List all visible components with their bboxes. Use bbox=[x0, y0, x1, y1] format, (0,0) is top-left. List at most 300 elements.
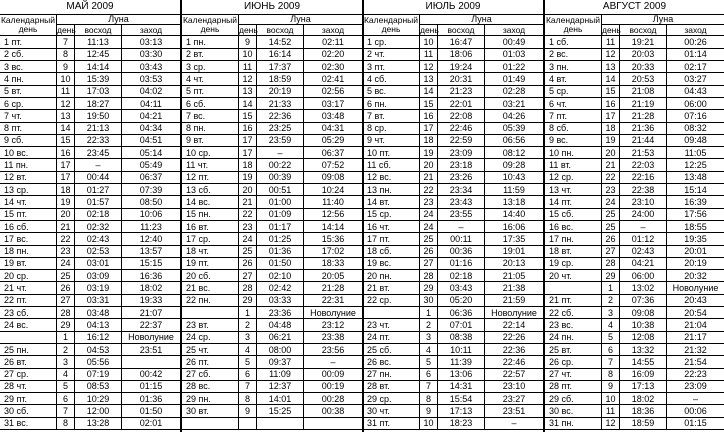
row-moon-day: 7 bbox=[602, 356, 620, 369]
row-moonset: 02:56 bbox=[304, 85, 362, 98]
row-moon-day: 11 bbox=[602, 405, 620, 418]
row-moonset: 02:28 bbox=[485, 85, 543, 98]
row-moonset: 01:15 bbox=[667, 417, 724, 430]
row-moonrise: 22:33 bbox=[75, 134, 122, 147]
row-moonset: Новолуние bbox=[122, 331, 180, 344]
row-date: 8 пн. bbox=[182, 122, 239, 135]
row-date: 11 чт. bbox=[182, 159, 239, 172]
row-moon-day: 26 bbox=[57, 282, 75, 295]
row-date: 1 ср. bbox=[363, 36, 420, 49]
row-moon-day: 17 bbox=[239, 147, 257, 160]
row-moonrise: 02:18 bbox=[438, 270, 485, 283]
header-set: заход bbox=[485, 25, 543, 36]
row-moon-day: 26 bbox=[239, 257, 257, 270]
row-date: 2 вс. bbox=[545, 48, 602, 61]
row-date: 4 пн. bbox=[0, 73, 57, 86]
row-moon-day: 10 bbox=[57, 73, 75, 86]
header-moon: Луна bbox=[602, 14, 724, 25]
row-moon-day: 8 bbox=[420, 393, 438, 406]
row-date: 8 пт. bbox=[0, 122, 57, 135]
row-moonrise: 20:53 bbox=[620, 73, 667, 86]
row-moon-day: 1 bbox=[602, 282, 620, 295]
row-moonrise: 04:21 bbox=[620, 257, 667, 270]
row-moonset: 17:02 bbox=[304, 245, 362, 258]
row-date: 19 пт. bbox=[182, 257, 239, 270]
row-date: 22 пн. bbox=[182, 294, 239, 307]
row-moonrise: 00:11 bbox=[438, 233, 485, 246]
row-moonrise: 03:31 bbox=[75, 294, 122, 307]
row-moon-day: 16 bbox=[602, 98, 620, 111]
row-date: 11 пн. bbox=[0, 159, 57, 172]
row-moonset: 23:27 bbox=[485, 393, 543, 406]
row-moonrise: 23:10 bbox=[620, 196, 667, 209]
row-moon-day: 15 bbox=[420, 98, 438, 111]
row-moonset: 21:04 bbox=[667, 319, 724, 332]
row-moonset: 21:05 bbox=[485, 270, 543, 283]
row-moon-day: 13 bbox=[602, 61, 620, 74]
row-moonset: 16:06 bbox=[485, 221, 543, 234]
row-date: 27 пн. bbox=[363, 368, 420, 381]
row-moonrise: 10:11 bbox=[438, 344, 485, 357]
row-date: 2 чт. bbox=[363, 48, 420, 61]
row-moon-day: 15 bbox=[602, 85, 620, 98]
header-day: день bbox=[420, 25, 439, 35]
row-moon-day: 1 bbox=[57, 331, 75, 344]
row-moon-day: 3 bbox=[602, 307, 620, 320]
row-moonrise: 22:36 bbox=[257, 110, 304, 123]
row-moonrise: 03:19 bbox=[75, 282, 122, 295]
row-moon-day: 28 bbox=[239, 282, 257, 295]
row-moonrise: – bbox=[257, 147, 304, 160]
row-moon-day: 21 bbox=[57, 221, 75, 234]
row-moon-day: 17 bbox=[602, 110, 620, 123]
row-moonrise: 23:26 bbox=[438, 171, 485, 184]
row-moon-day: 10 bbox=[420, 417, 438, 430]
row-moonset: 19:35 bbox=[667, 233, 724, 246]
row-moonrise: 23:43 bbox=[438, 196, 485, 209]
row-moonrise: 08:53 bbox=[75, 380, 122, 393]
row-moonset: 01:15 bbox=[122, 380, 180, 393]
row-date: 4 сб. bbox=[363, 73, 420, 86]
row-moonset: 09:48 bbox=[667, 134, 724, 147]
row-moonset: – bbox=[667, 393, 724, 406]
row-date: 12 вс. bbox=[363, 171, 420, 184]
row-moonset bbox=[122, 356, 180, 369]
row-moonset: 02:30 bbox=[304, 61, 362, 74]
row-moonset: 10:06 bbox=[122, 208, 180, 221]
row-date: 13 чт. bbox=[545, 184, 602, 197]
header-moon: Луна bbox=[420, 14, 543, 25]
row-moonrise: 08:00 bbox=[257, 344, 304, 357]
row-moon-day: 23 bbox=[239, 221, 257, 234]
row-moon-day: 8 bbox=[239, 393, 257, 406]
row-moon-day: 29 bbox=[239, 294, 257, 307]
row-moon-day: 1 bbox=[239, 307, 257, 320]
row-moon-day: 4 bbox=[57, 368, 75, 381]
row-date: 17 ср. bbox=[182, 233, 239, 246]
row-moon-day: 19 bbox=[602, 134, 620, 147]
row-moonrise: 03:43 bbox=[438, 282, 485, 295]
row-moonset: 23:10 bbox=[485, 380, 543, 393]
row-moon-day: 14 bbox=[602, 73, 620, 86]
row-moonrise: 07:01 bbox=[438, 319, 485, 332]
row-date: 29 ср. bbox=[363, 393, 420, 406]
row-moonset: 23:51 bbox=[485, 405, 543, 418]
row-date: 10 пн. bbox=[545, 147, 602, 160]
row-moon-day: 20 bbox=[57, 208, 75, 221]
header-day: день bbox=[57, 25, 76, 35]
row-moon-day: 9 bbox=[602, 380, 620, 393]
row-moon-day: 12 bbox=[602, 48, 620, 61]
row-date: 6 ср. bbox=[0, 98, 57, 111]
row-moonrise: 21:53 bbox=[620, 147, 667, 160]
row-moonrise: 02:43 bbox=[620, 245, 667, 258]
row-moonset: 00:42 bbox=[122, 368, 180, 381]
row-date: 28 вс. bbox=[182, 380, 239, 393]
row-moonset: 20:13 bbox=[485, 257, 543, 270]
row-moonset: 04:21 bbox=[122, 110, 180, 123]
row-date bbox=[182, 417, 239, 430]
header-moon: Луна bbox=[239, 14, 362, 25]
row-date: 1 пт. bbox=[0, 36, 57, 49]
row-moonrise: 21:13 bbox=[75, 122, 122, 135]
row-date: 10 вс. bbox=[0, 147, 57, 160]
row-date: 27 сб. bbox=[182, 368, 239, 381]
row-moon-day: 12 bbox=[57, 98, 75, 111]
row-moonrise: 20:03 bbox=[620, 48, 667, 61]
row-moonrise: 02:32 bbox=[75, 221, 122, 234]
row-moon-day: 3 bbox=[57, 356, 75, 369]
row-moonset: 21:07 bbox=[122, 307, 180, 320]
row-moonset: 22:36 bbox=[485, 344, 543, 357]
row-moonrise: 05:56 bbox=[75, 356, 122, 369]
row-moon-day: 4 bbox=[602, 319, 620, 332]
row-moonrise: 16:47 bbox=[438, 36, 485, 49]
row-date: 9 вс. bbox=[545, 134, 602, 147]
row-date: 3 пт. bbox=[363, 61, 420, 74]
row-moonrise: 23:36 bbox=[257, 307, 304, 320]
row-moonrise: 15:54 bbox=[438, 393, 485, 406]
row-moonset: 22:31 bbox=[304, 294, 362, 307]
row-moonset: 09:28 bbox=[485, 159, 543, 172]
row-date: 16 вт. bbox=[182, 221, 239, 234]
row-moonrise: 17:03 bbox=[75, 85, 122, 98]
row-date: 18 сб. bbox=[363, 245, 420, 258]
row-moon-day: 10 bbox=[602, 393, 620, 406]
row-date: 19 вт. bbox=[0, 257, 57, 270]
row-date: 26 пт. bbox=[182, 356, 239, 369]
row-moon-day: 4 bbox=[239, 344, 257, 357]
row-moon-day: 24 bbox=[239, 233, 257, 246]
row-date: 7 чт. bbox=[0, 110, 57, 123]
row-moonrise: 12:37 bbox=[257, 380, 304, 393]
row-moonset: 00:28 bbox=[304, 393, 362, 406]
row-moonrise: 00:22 bbox=[257, 159, 304, 172]
row-date: 2 вт. bbox=[182, 48, 239, 61]
row-moon-day: 23 bbox=[57, 245, 75, 258]
row-moonrise: 23:34 bbox=[438, 184, 485, 197]
row-moonset: 14:14 bbox=[304, 221, 362, 234]
row-moonrise: 13:32 bbox=[620, 344, 667, 357]
row-moon-day: 5 bbox=[239, 356, 257, 369]
row-date: 22 ср. bbox=[363, 294, 420, 307]
row-date: 29 пт. bbox=[0, 393, 57, 406]
row-date: 17 вс. bbox=[0, 233, 57, 246]
row-moonset: 21:38 bbox=[485, 282, 543, 295]
row-moonrise: 15:39 bbox=[75, 73, 122, 86]
row-moonset: 05:29 bbox=[304, 134, 362, 147]
row-moonset: 23:09 bbox=[667, 380, 724, 393]
row-moonrise: 01:57 bbox=[75, 196, 122, 209]
header-rise: восход bbox=[620, 25, 667, 36]
row-moonrise: 04:13 bbox=[75, 319, 122, 332]
row-date: 5 ср. bbox=[545, 85, 602, 98]
row-moon-day: 9 bbox=[239, 36, 257, 49]
row-moonset: Новолуние bbox=[485, 307, 543, 320]
row-moonset: – bbox=[485, 417, 543, 430]
row-moon-day: 22 bbox=[420, 184, 438, 197]
row-date: 30 вт. bbox=[182, 405, 239, 418]
row-moon-day: 18 bbox=[239, 159, 257, 172]
row-moon-day: 23 bbox=[602, 184, 620, 197]
row-date: 10 ср. bbox=[182, 147, 239, 160]
row-moonrise: 21:23 bbox=[438, 85, 485, 98]
row-moonset: 04:43 bbox=[667, 85, 724, 98]
row-date: 7 пт. bbox=[545, 110, 602, 123]
row-moonrise: 03:09 bbox=[75, 270, 122, 283]
row-date: 16 чт. bbox=[363, 221, 420, 234]
row-moonset: 04:02 bbox=[122, 85, 180, 98]
row-moonrise: 18:23 bbox=[438, 417, 485, 430]
row-moonset: 23:56 bbox=[304, 344, 362, 357]
row-moon-day: 8 bbox=[57, 417, 75, 430]
row-date: 29 сб. bbox=[545, 393, 602, 406]
row-date: 18 пн. bbox=[0, 245, 57, 258]
row-moonset: 02:20 bbox=[304, 48, 362, 61]
row-moon-day: 6 bbox=[420, 368, 438, 381]
row-moonset: 16:39 bbox=[667, 196, 724, 209]
row-moonrise: 16:14 bbox=[257, 48, 304, 61]
row-moon-day: 20 bbox=[602, 147, 620, 160]
header-set: заход bbox=[667, 25, 724, 36]
row-date: 19 вс. bbox=[363, 257, 420, 270]
row-date: 21 вт. bbox=[363, 282, 420, 295]
row-date: 21 чт. bbox=[0, 282, 57, 295]
row-moonset: 00:38 bbox=[304, 405, 362, 418]
header-set: заход bbox=[304, 25, 362, 36]
row-moonset: 18:02 bbox=[122, 282, 180, 295]
header-calendar-day: Календарный день bbox=[545, 14, 602, 36]
row-moonrise: 18:02 bbox=[620, 393, 667, 406]
row-date: 13 ср. bbox=[0, 184, 57, 197]
row-moon-day: 24 bbox=[420, 208, 438, 221]
row-moon-day: 7 bbox=[57, 405, 75, 418]
row-date: 9 сб. bbox=[0, 134, 57, 147]
row-moonset: 07:16 bbox=[667, 110, 724, 123]
row-moonrise: 04:48 bbox=[257, 319, 304, 332]
month-block bbox=[545, 0, 724, 432]
row-date: 6 чт. bbox=[545, 98, 602, 111]
row-date: 15 пт. bbox=[0, 208, 57, 221]
row-date: 20 чт. bbox=[545, 270, 602, 283]
row-date: 15 ср. bbox=[363, 208, 420, 221]
row-moon-day: 17 bbox=[420, 122, 438, 135]
row-moonrise: 21:28 bbox=[620, 110, 667, 123]
row-date: 11 вт. bbox=[545, 159, 602, 172]
row-date: 30 сб. bbox=[0, 405, 57, 418]
row-moon-day: 11 bbox=[57, 85, 75, 98]
row-date: 22 пт. bbox=[0, 294, 57, 307]
row-moonrise: 22:38 bbox=[620, 184, 667, 197]
header-calendar-day: Календарный день bbox=[0, 14, 57, 36]
row-moonrise: 15:25 bbox=[257, 405, 304, 418]
row-date: 1 сб. bbox=[545, 36, 602, 49]
row-date: 23 вс. bbox=[545, 319, 602, 332]
row-moonrise: 14:52 bbox=[257, 36, 304, 49]
row-moon-day: 5 bbox=[420, 356, 438, 369]
row-moon-day: 29 bbox=[420, 282, 438, 295]
row-moon-day: 24 bbox=[602, 196, 620, 209]
month-block bbox=[182, 0, 362, 432]
month-title: ИЮНЬ 2009 bbox=[182, 0, 362, 15]
row-moon-day: 9 bbox=[239, 405, 257, 418]
row-moonset: 20:01 bbox=[667, 245, 724, 258]
row-moonrise: 23:18 bbox=[438, 159, 485, 172]
row-moon-day: 25 bbox=[239, 245, 257, 258]
row-moon-day: 9 bbox=[57, 61, 75, 74]
row-date: 14 вс. bbox=[182, 196, 239, 209]
row-moon-day: 26 bbox=[602, 233, 620, 246]
row-moonrise: 14:55 bbox=[620, 356, 667, 369]
row-moon-day bbox=[239, 417, 257, 430]
row-moonrise: 01:36 bbox=[257, 245, 304, 258]
row-date: 16 сб. bbox=[0, 221, 57, 234]
row-moon-day: 16 bbox=[420, 110, 438, 123]
row-moon-day: 28 bbox=[57, 307, 75, 320]
row-moonrise: 21:36 bbox=[620, 122, 667, 135]
month-title: ИЮЛЬ 2009 bbox=[363, 0, 543, 15]
row-moonrise: 22:16 bbox=[620, 171, 667, 184]
row-moonset: 22:14 bbox=[485, 319, 543, 332]
row-moon-day: 3 bbox=[420, 331, 438, 344]
row-date: 20 пн. bbox=[363, 270, 420, 283]
row-moonrise: 12:45 bbox=[75, 48, 122, 61]
row-date: 20 ср. bbox=[0, 270, 57, 283]
row-moonrise: 02:42 bbox=[257, 282, 304, 295]
row-date: 15 сб. bbox=[545, 208, 602, 221]
header-rise: восход bbox=[438, 25, 485, 36]
row-date: 8 ср. bbox=[363, 122, 420, 135]
row-moon-day: 29 bbox=[602, 270, 620, 283]
row-moonrise: 21:44 bbox=[620, 134, 667, 147]
row-moon-day: 20 bbox=[239, 184, 257, 197]
row-moonset: 06:37 bbox=[122, 171, 180, 184]
row-moonrise: 00:44 bbox=[75, 171, 122, 184]
row-date: 9 вт. bbox=[182, 134, 239, 147]
row-moon-day: 9 bbox=[420, 405, 438, 418]
row-moonset: 00:19 bbox=[304, 380, 362, 393]
row-date bbox=[545, 282, 602, 295]
row-moonrise: 01:00 bbox=[257, 196, 304, 209]
row-moonrise: 22:08 bbox=[438, 110, 485, 123]
row-moonset: 15:36 bbox=[304, 233, 362, 246]
row-date: 26 вс. bbox=[363, 356, 420, 369]
row-moonrise: 23:59 bbox=[257, 134, 304, 147]
row-moonset: 19:33 bbox=[122, 294, 180, 307]
row-moonset: 04:34 bbox=[122, 122, 180, 135]
row-moonset: 19:01 bbox=[485, 245, 543, 258]
row-moonrise: 07:36 bbox=[620, 294, 667, 307]
row-moonset: 23:38 bbox=[304, 331, 362, 344]
row-moonrise: 03:33 bbox=[257, 294, 304, 307]
row-date: 27 чт. bbox=[545, 368, 602, 381]
row-moon-day: 7 bbox=[57, 36, 75, 49]
row-moonrise: 18:59 bbox=[257, 73, 304, 86]
row-moonrise: 12:08 bbox=[620, 331, 667, 344]
row-moon-day: 4 bbox=[420, 344, 438, 357]
row-moon-day: 28 bbox=[420, 270, 438, 283]
row-moon-day: 2 bbox=[57, 344, 75, 357]
row-moon-day: 21 bbox=[602, 159, 620, 172]
row-moonrise: 13:28 bbox=[75, 417, 122, 430]
row-moon-day: 18 bbox=[602, 122, 620, 135]
row-date: 31 пн. bbox=[545, 417, 602, 430]
row-moon-day: 19 bbox=[57, 196, 75, 209]
row-date: 15 пн. bbox=[182, 208, 239, 221]
row-date: 24 пн. bbox=[545, 331, 602, 344]
row-moonrise: 10:38 bbox=[620, 319, 667, 332]
row-moonrise: 17:37 bbox=[257, 61, 304, 74]
row-moon-day: 18 bbox=[420, 134, 438, 147]
row-moonset: Новолуние bbox=[304, 307, 362, 320]
row-date: 12 вт. bbox=[0, 171, 57, 184]
row-moonrise: 01:17 bbox=[257, 221, 304, 234]
row-moonrise: 01:12 bbox=[620, 233, 667, 246]
row-moonset: 11:59 bbox=[485, 184, 543, 197]
row-moonset: 21:28 bbox=[304, 282, 362, 295]
row-moon-day: 21 bbox=[239, 196, 257, 209]
row-moonrise: 01:09 bbox=[257, 208, 304, 221]
row-moonrise: 01:27 bbox=[75, 184, 122, 197]
row-moon-day: 25 bbox=[602, 221, 620, 234]
row-moonset: 07:39 bbox=[122, 184, 180, 197]
row-date bbox=[182, 307, 239, 320]
row-date: 24 пт. bbox=[363, 331, 420, 344]
row-moonset: 18:55 bbox=[667, 221, 724, 234]
row-moonrise: – bbox=[438, 221, 485, 234]
row-moon-day: 28 bbox=[602, 257, 620, 270]
row-moonset: 11:23 bbox=[122, 221, 180, 234]
row-moon-day: 2 bbox=[602, 294, 620, 307]
row-moonrise: 23:55 bbox=[438, 208, 485, 221]
row-moonrise: – bbox=[620, 221, 667, 234]
row-moonrise: 03:48 bbox=[75, 307, 122, 320]
row-moonset: 21:54 bbox=[667, 356, 724, 369]
row-moonset: 03:21 bbox=[485, 98, 543, 111]
row-date: 25 сб. bbox=[363, 344, 420, 357]
row-moon-day: 2 bbox=[420, 319, 438, 332]
row-moonrise: 16:12 bbox=[75, 331, 122, 344]
row-date: 14 пт. bbox=[545, 196, 602, 209]
row-moon-day: 22 bbox=[602, 171, 620, 184]
row-moonrise: 22:59 bbox=[438, 134, 485, 147]
row-moon-day: 5 bbox=[57, 380, 75, 393]
row-date: 16 вс. bbox=[545, 221, 602, 234]
row-moonrise: 17:13 bbox=[438, 405, 485, 418]
row-moon-day: 22 bbox=[239, 208, 257, 221]
row-date: 11 сб. bbox=[363, 159, 420, 172]
row-date: 6 пн. bbox=[363, 98, 420, 111]
